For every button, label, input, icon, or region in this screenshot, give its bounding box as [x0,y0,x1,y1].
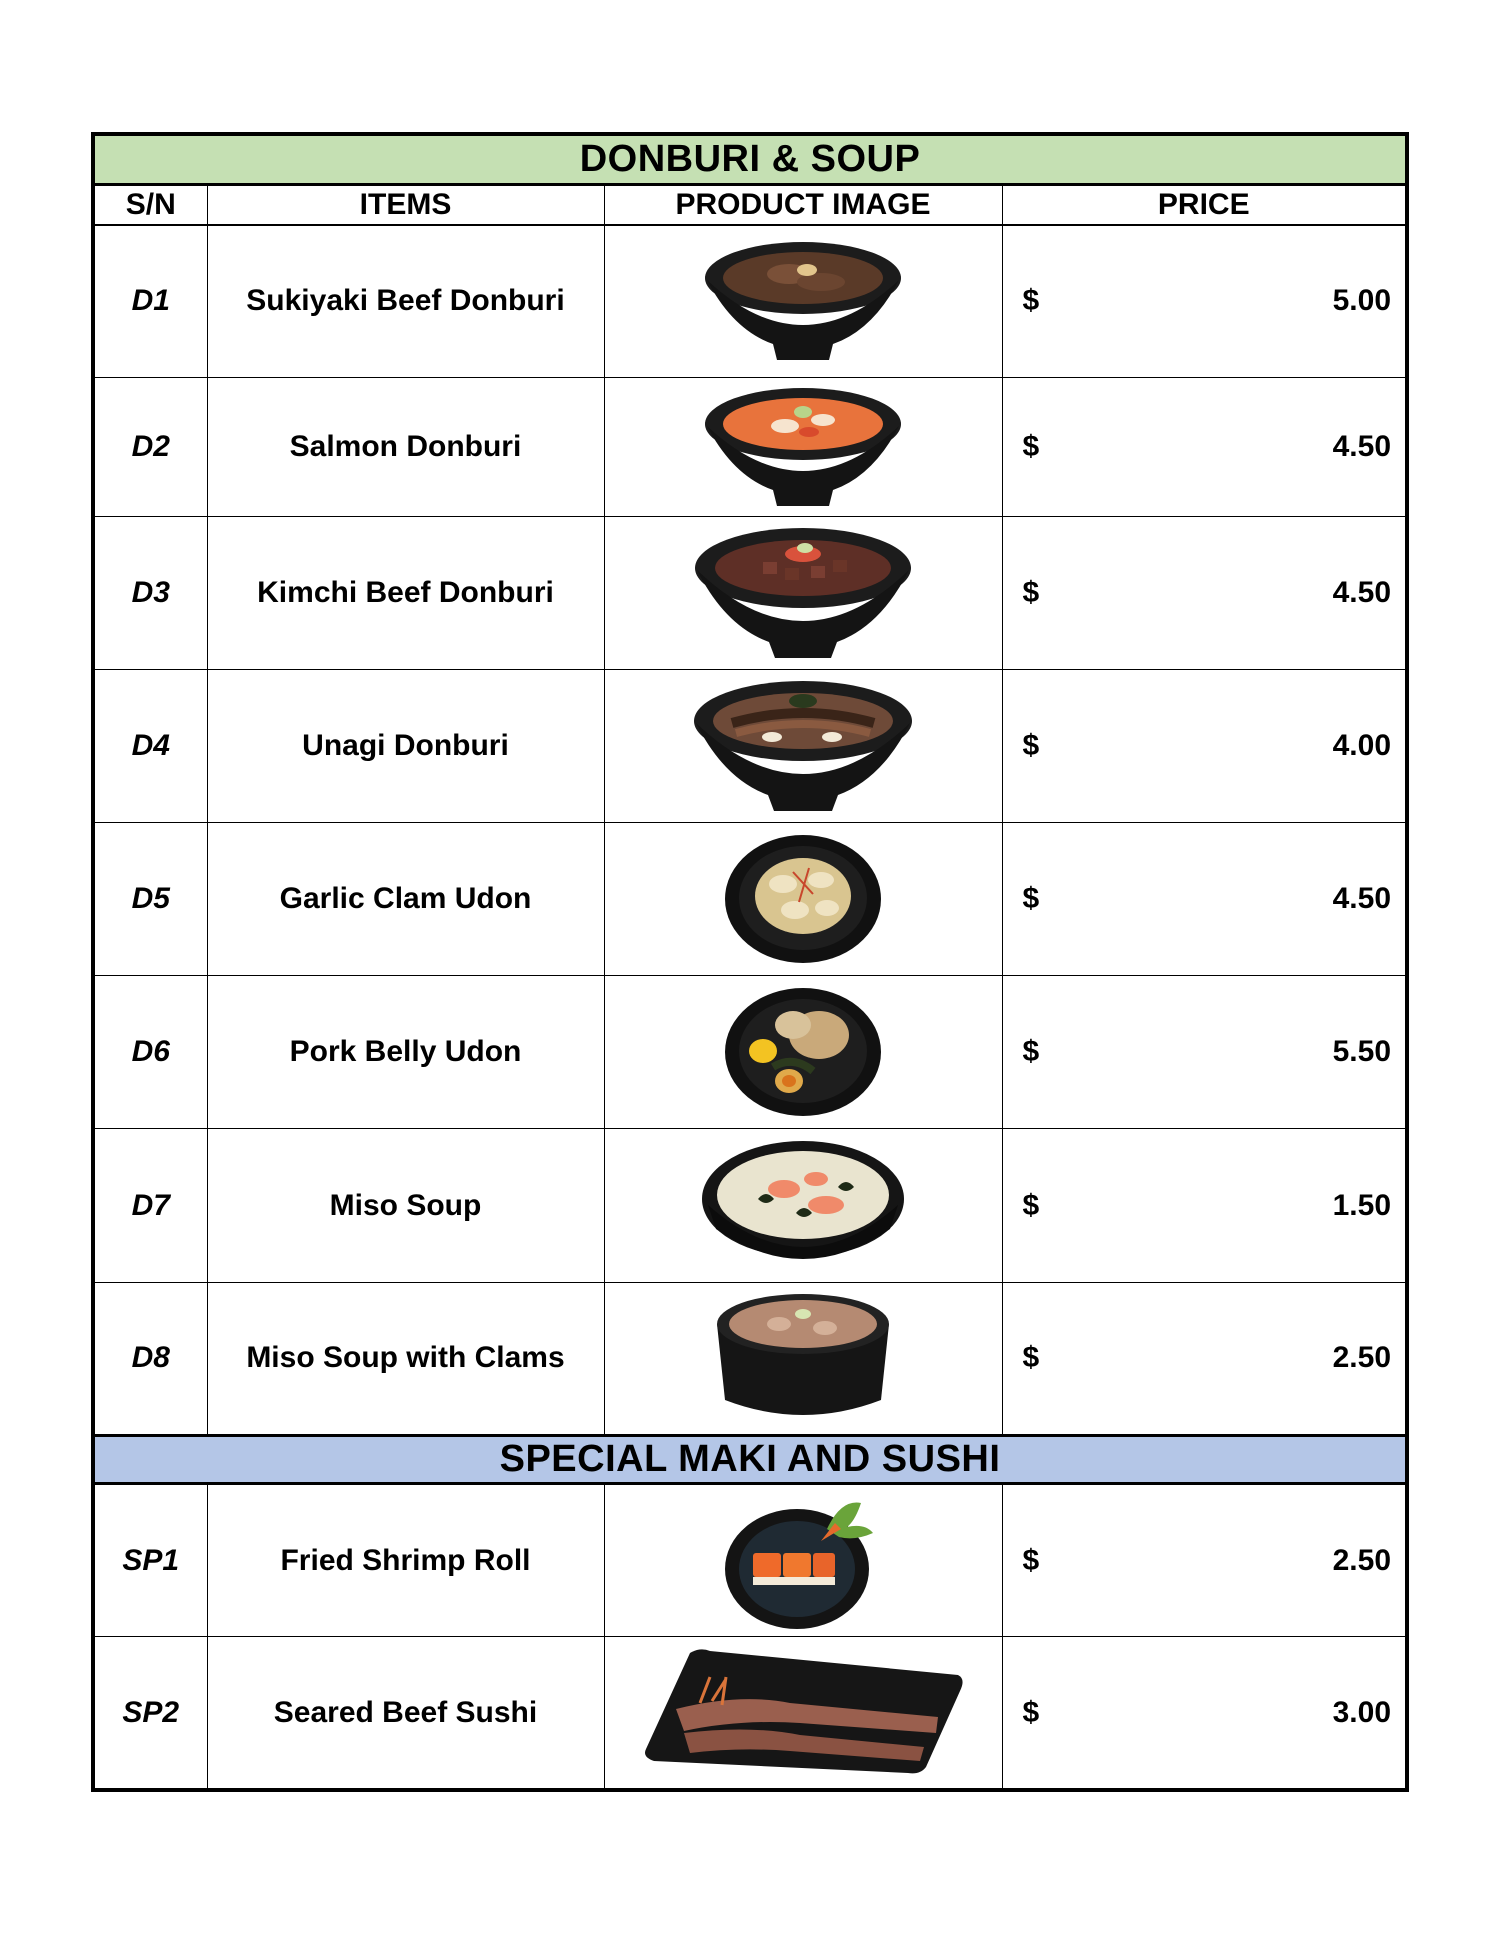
currency-symbol: $ [1022,1188,1040,1222]
currency-symbol: $ [1022,728,1040,762]
section-title-donburi-soup: DONBURI & SOUP [93,134,1407,184]
price-amount: 4.50 [1332,882,1392,916]
price-amount: 3.00 [1332,1695,1392,1729]
menu-row-d2 [93,378,1407,516]
unagi-donburi-bowl-image [692,679,914,813]
product-image-cell [604,1282,1002,1435]
item-price [1002,516,1407,669]
menu-row-d3 [93,516,1407,669]
item-name: Pork Belly Udon [207,976,604,1129]
item-price [1002,1637,1407,1790]
currency-symbol: $ [1022,1543,1040,1577]
price-amount: 2.50 [1332,1543,1392,1577]
item-price [1002,822,1407,975]
product-image-cell [604,225,1002,378]
item-name: Sukiyaki Beef Donburi [207,225,604,378]
kimchi-beef-donburi-bowl-image [693,526,913,660]
item-name: Seared Beef Sushi [207,1637,604,1790]
beef-sushi-tray-image [640,1643,966,1783]
price-amount: 5.00 [1332,284,1392,318]
menu-row-sp1 [93,1483,1407,1636]
item-sn: D8 [93,1282,207,1435]
menu-row-d1 [93,225,1407,378]
pork-belly-udon-plate-image [723,985,883,1119]
item-sn: SP1 [93,1483,207,1636]
currency-symbol: $ [1022,575,1040,609]
menu-row-d8 [93,1282,1407,1435]
currency-symbol: $ [1022,1341,1040,1375]
price-amount: 4.00 [1332,728,1392,762]
item-name: Unagi Donburi [207,669,604,822]
clam-miso-soup-bowl-image [713,1290,893,1426]
product-image-cell [604,669,1002,822]
item-name: Salmon Donburi [207,378,604,516]
item-price [1002,1483,1407,1636]
menu-table [91,132,1409,1792]
item-price [1002,1129,1407,1282]
header-price: PRICE [1002,184,1407,225]
product-image-cell [604,976,1002,1129]
item-price [1002,669,1407,822]
currency-symbol: $ [1022,1695,1040,1729]
item-sn: D7 [93,1129,207,1282]
menu-row-d5 [93,822,1407,975]
item-sn: D4 [93,669,207,822]
currency-symbol: $ [1022,1035,1040,1069]
item-price [1002,225,1407,378]
product-image-cell [604,1129,1002,1282]
item-sn: D5 [93,822,207,975]
item-name: Miso Soup with Clams [207,1282,604,1435]
shrimp-roll-plate-image [723,1491,883,1631]
price-amount: 4.50 [1332,429,1392,463]
product-image-cell [604,1483,1002,1636]
item-price [1002,1282,1407,1435]
header-items: ITEMS [207,184,604,225]
item-sn: D6 [93,976,207,1129]
item-sn: D2 [93,378,207,516]
menu-row-d6 [93,976,1407,1129]
price-amount: 2.50 [1332,1341,1392,1375]
price-amount: 5.50 [1332,1035,1392,1069]
currency-symbol: $ [1022,882,1040,916]
currency-symbol: $ [1022,284,1040,318]
beef-donburi-bowl-image [703,240,903,362]
item-price [1002,378,1407,516]
menu-row-d4 [93,669,1407,822]
product-image-cell [604,1637,1002,1790]
item-name: Garlic Clam Udon [207,822,604,975]
item-price [1002,976,1407,1129]
column-header-row [93,184,1407,225]
product-image-cell [604,378,1002,516]
header-sn: S/N [93,184,207,225]
item-sn: D1 [93,225,207,378]
price-amount: 4.50 [1332,575,1392,609]
item-name: Miso Soup [207,1129,604,1282]
product-image-cell [604,822,1002,975]
menu-row-d7 [93,1129,1407,1282]
miso-soup-bowl-image [700,1139,906,1273]
menu-row-sp2 [93,1637,1407,1790]
salmon-donburi-bowl-image [703,386,903,508]
item-name: Kimchi Beef Donburi [207,516,604,669]
item-name: Fried Shrimp Roll [207,1483,604,1636]
price-amount: 1.50 [1332,1188,1392,1222]
header-product-image: PRODUCT IMAGE [604,184,1002,225]
item-sn: SP2 [93,1637,207,1790]
currency-symbol: $ [1022,429,1040,463]
product-image-cell [604,516,1002,669]
section-title-special-maki-sushi: SPECIAL MAKI AND SUSHI [93,1435,1407,1483]
clam-udon-plate-image [723,832,883,966]
item-sn: D3 [93,516,207,669]
